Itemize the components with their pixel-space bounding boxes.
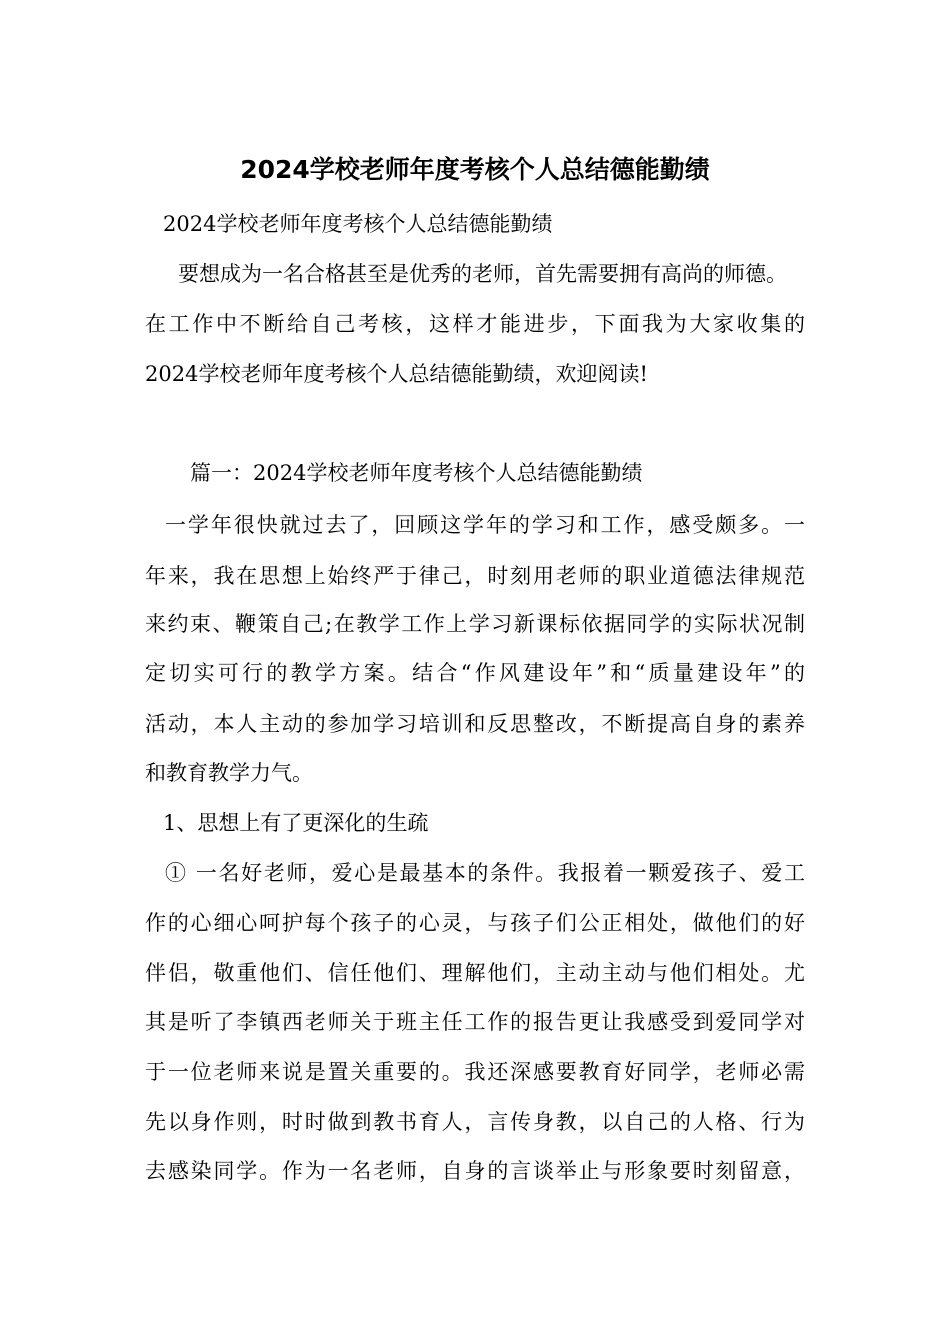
intro-line-1: 要想成为一名合格甚至是优秀的老师，首先需要拥有高尚的师德。 — [178, 262, 787, 286]
para2-line-4: 其是听了李镇西老师关于班主任工作的报告更让我感受到爱同学对 — [145, 1010, 805, 1034]
para2-line-7: 去感染同学。作为一名老师，自身的言谈举止与形象要时刻留意， — [145, 1159, 805, 1183]
para2-line-6: 先以身作则，时时做到教书育人，言传身教，以自己的人格、行为 — [145, 1110, 805, 1134]
section-heading: 篇一：2024学校老师年度考核个人总结德能勤绩 — [190, 461, 643, 485]
intro-line-2: 在工作中不断给自己考核，这样才能进步，下面我为大家收集的 — [145, 312, 805, 336]
page-title: 2024学校老师年度考核个人总结德能勤绩 — [240, 155, 710, 184]
para1-line-2: 年来，我在思想上始终严于律己，时刻用老师的职业道德法律规范 — [145, 564, 805, 588]
subtitle: 2024学校老师年度考核个人总结德能勤绩 — [163, 212, 553, 236]
para2-line-1: ① 一名好老师，爱心是最基本的条件。我报着一颗爱孩子、爱工 — [165, 861, 805, 885]
item1-heading: 1、思想上有了更深化的生疏 — [163, 811, 429, 835]
para2-line-5: 于一位老师来说是置关重要的。我还深感要教育好同学，老师必需 — [145, 1060, 805, 1084]
para2-line-2: 作的心细心呵护每个孩子的心灵，与孩子们公正相处，做他们的好 — [145, 911, 805, 935]
para1-line-5: 活动，本人主动的参加学习培训和反思整改，不断提高自身的素养 — [145, 712, 805, 736]
para1-line-3: 来约束、鞭策自己;在教学工作上学习新课标依据同学的实际状况制 — [145, 612, 805, 636]
intro-line-3: 2024学校老师年度考核个人总结德能勤绩，欢迎阅读! — [145, 362, 648, 386]
para1-line-6: 和教育教学力气。 — [145, 761, 313, 785]
para1-line-1: 一学年很快就过去了，回顾这学年的学习和工作，感受颇多。一 — [165, 513, 805, 537]
para2-line-3: 伴侣，敬重他们、信任他们、理解他们，主动主动与他们相处。尤 — [145, 961, 805, 985]
para1-line-4: 定切实可行的教学方案。结合“作风建设年”和“质量建设年”的 — [145, 661, 805, 685]
